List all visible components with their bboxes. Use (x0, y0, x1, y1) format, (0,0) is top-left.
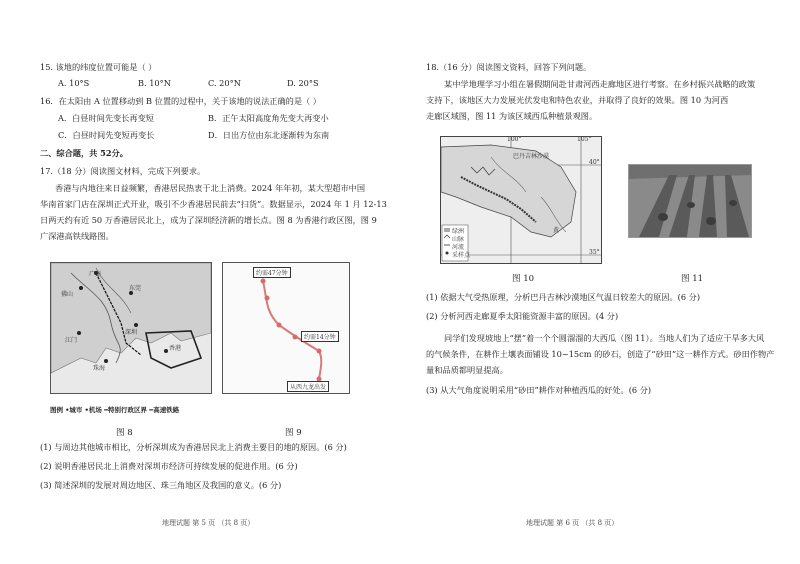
q15-option-a: A. 10°S (58, 78, 90, 88)
fig10-legend-oasis: 绿洲 (452, 228, 465, 235)
fig10-lon-100: 100° (507, 136, 522, 143)
q16-option-a: A．白昼时间先变长再变短 (58, 113, 154, 123)
section-title: 二、综合题，共 52分。 (40, 148, 128, 158)
fig10-label-badain-jaran: 巴丹吉林沙漠 (513, 153, 550, 160)
q16-stem: 16．在太阳由 A 位置移动到 B 位置的过程中，关于该地的说法正确的是（ ） (40, 96, 321, 106)
q17-question-3: (3) 简述深圳的发展对周边地区、珠三角地区及我国的意义。(6 分) (40, 480, 282, 490)
q18-para2-line-3: 量和品质都明显提高。 (426, 365, 508, 375)
q16-option-d: D．日出方位由东北逐渐转为东南 (208, 130, 330, 140)
fig9-label-departure: 从西九龙出发 (287, 381, 329, 392)
q17-para-line-1: 香港与内地往来日益频繁，香港居民热衷于北上消费。2024 年年初，某大型超市中国 (55, 183, 366, 193)
q16-option-c: C．白昼时间先变短再变长 (58, 130, 155, 140)
fig9-label-14min: 约需14分钟 (301, 331, 339, 342)
fig9-rail-drawing (223, 263, 349, 393)
fig8-label-guangzhou: 广州 (89, 271, 102, 278)
fig10-lon-105: 105° (577, 136, 592, 143)
fig8-label-hongkong: 香港 (169, 345, 182, 352)
fig10-caption: 图 10 (512, 274, 535, 284)
q15-option-d: D. 20°S (287, 78, 319, 88)
fig10-legend-river: 河流 (452, 244, 465, 251)
q17-para-line-2: 华南首家门店在深圳正式开业，吸引不少香港居民前去“扫货”。数据显示，2024 年 1 月 12-13 (40, 199, 387, 209)
q18-para-line-2: 支持下，该地区大力发展光伏发电和特色农业，并取得了良好的效果。图 10 为河西 (426, 95, 729, 105)
q17-question-1: (1) 与周边其他城市相比，分析深圳成为香港居民北上消费主要目的地的原因。(6 分) (40, 442, 347, 452)
fig8-label-jiangmen: 江门 (65, 337, 78, 344)
fig10-lat-40: 40° (589, 159, 600, 166)
q17-para-line-4: 广深港高铁线路图。 (40, 231, 114, 241)
q18-para2-line-2: 的气候条件，在耕作土壤表面铺设 10~15cm 的砂石，创造了“砂田”这一耕作方式。砂田作物产 (426, 349, 775, 359)
fig8-label-zhuhai: 珠海 (93, 365, 106, 372)
q17-question-2: (2) 说明香港居民北上消费对深圳市经济可持续发展的促进作用。(6 分) (40, 461, 298, 471)
left-footer: 地理试题 第 5 页 （共 8 页） (162, 519, 255, 527)
fig8-label-shenzhen: 深圳 (125, 329, 138, 336)
q15-option-b: B. 10°N (138, 78, 171, 88)
q18-para-line-3: 走廊区域图，图 11 为该区域西瓜种植景观图。 (426, 111, 598, 121)
fig8-map (50, 262, 212, 394)
fig10-map (440, 136, 602, 264)
right-footer: 地理试题 第 6 页 （共 8 页） (526, 519, 619, 527)
q15-stem: 15. 该地的纬度位置可能是（ ） (40, 62, 157, 72)
fig10-lat-35: 35° (589, 249, 600, 256)
fig11-caption: 图 11 (681, 274, 704, 284)
q18-para-line-1: 某中学地理学习小组在暑假期间赴甘肃河西走廊地区进行考察。在乡村振兴战略的政策 (444, 79, 756, 89)
fig10-legend-sample: 采样点 (452, 252, 471, 259)
q18-question-2: (2) 分析河西走廊夏季太阳能资源丰富的原因。(4 分) (426, 311, 619, 321)
fig9-label-47min: 约需47分钟 (253, 267, 291, 278)
fig11-photo-drawing (629, 165, 751, 237)
q17-stem: 17.（18 分）阅读图文材料，完成下列要求。 (40, 166, 206, 176)
fig8-label-foshan: 佛山 (61, 291, 74, 298)
fig9-caption: 图 9 (285, 428, 302, 438)
q18-stem: 18.（16 分）阅读图文资料，回答下列问题。 (426, 62, 592, 72)
q16-option-b: B．正午太阳高度角先变大再变小 (208, 113, 329, 123)
fig8-legend: 图例 •城市 •机场 ━特别行政区界 ━高速铁路 (50, 406, 180, 414)
fig8-caption: 图 8 (116, 428, 133, 438)
fig8-label-dongguan: 东莞 (129, 285, 142, 292)
q18-question-3: (3) 从大气角度说明采用“砂田”耕作对种植西瓜的好处。(6 分) (426, 385, 652, 395)
fig10-label-huang: 黄 (553, 227, 560, 234)
q18-question-1: (1) 依据大气受热原理，分析巴丹吉林沙漠地区气温日较差大的原因。(6 分) (426, 292, 701, 302)
fig11-watermelon-photo (628, 164, 752, 238)
fig9-rail-map (222, 262, 350, 394)
right-page (400, 0, 800, 564)
fig10-legend-mountain: 山脉 (452, 236, 465, 243)
q18-para2-line-1: 同学们发现坡地上“摆”着一个个圆溜溜的大西瓜（图 11）。当地人们为了适应干旱多大风 (444, 333, 765, 343)
q17-para-line-3: 日两天约有近 50 万香港居民北上，成为了深圳经济新的增长点。图 8 为香港行政区图，图 9 (40, 215, 377, 225)
q15-option-c: C. 20°N (208, 78, 241, 88)
